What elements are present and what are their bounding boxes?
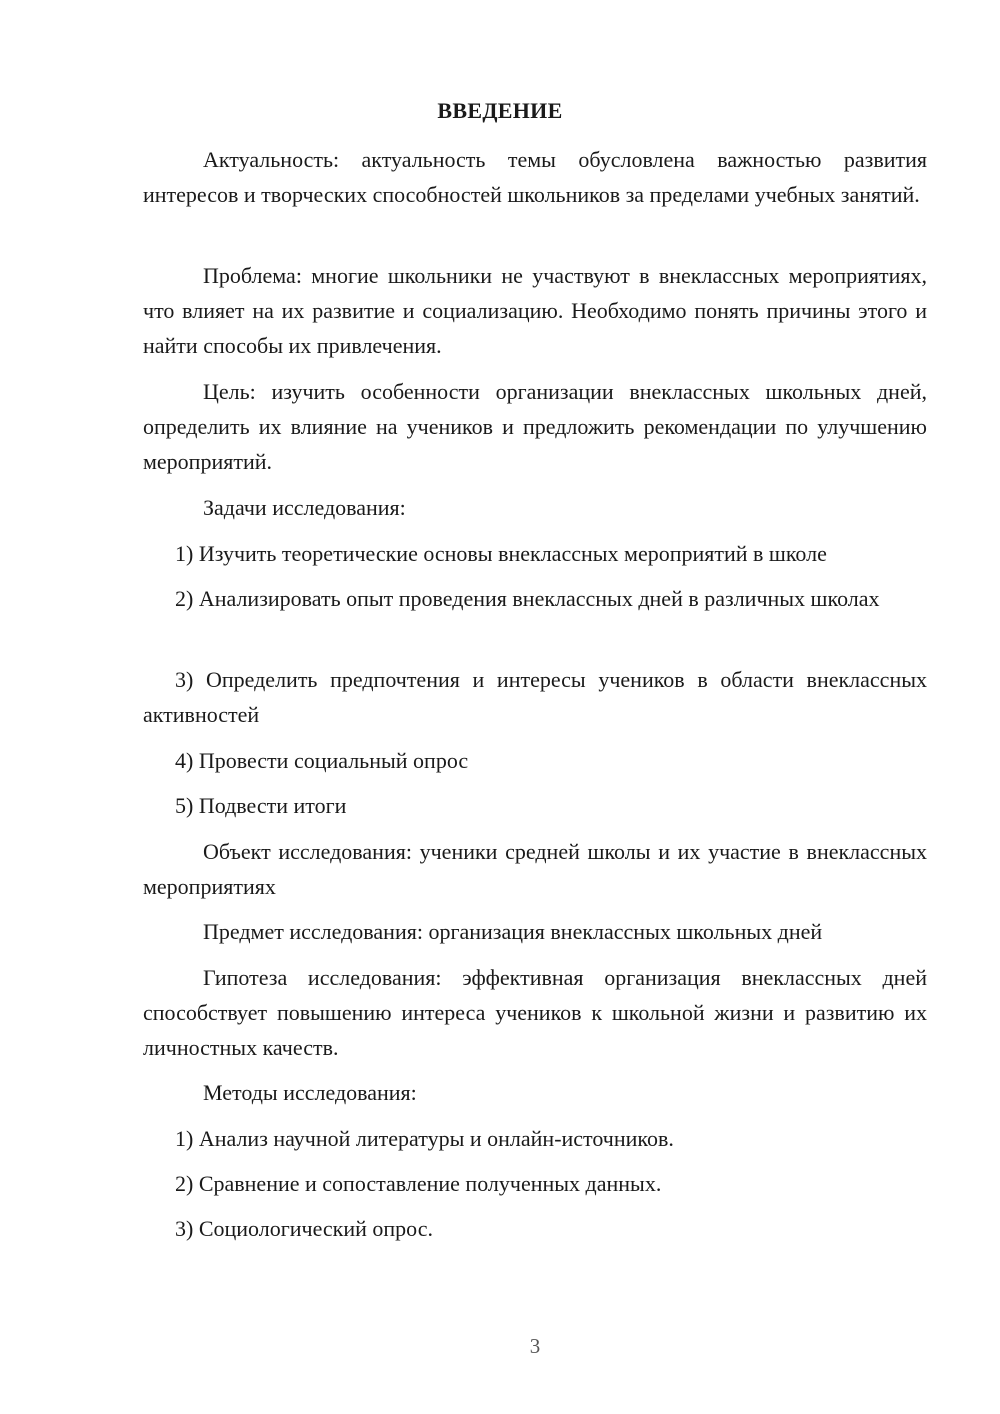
task-item-1: 1) Изучить теоретические основы внеклассных мероприятий в школе — [175, 541, 827, 566]
tasks-label: Задачи исследования: — [203, 495, 406, 520]
object-paragraph: Объект исследования: ученики средней школы и их участие в внеклассных мероприятиях — [143, 839, 927, 899]
hypothesis-paragraph: Гипотеза исследования: эффективная организация внеклассных дней способствует повышению интереса учеников к школьной жизни и развитию их личностных качеств. — [143, 965, 927, 1060]
relevance-paragraph: Актуальность: актуальность темы обусловлена важностью развития интересов и творческих способностей школьников за пределами учебных занятий. — [143, 147, 927, 207]
methods-label: Методы исследования: — [203, 1080, 417, 1105]
task-item-4: 4) Провести социальный опрос — [175, 748, 469, 773]
task-item-3: 3) Определить предпочтения и интересы учеников в области внеклассных активностей — [143, 667, 927, 727]
task-item-2: 2) Анализировать опыт проведения внеклассных дней в различных школах — [175, 586, 880, 611]
page-title: ВВЕДЕНИЕ — [437, 98, 563, 123]
page-number: 3 — [529, 1334, 541, 1358]
subject-paragraph: Предмет исследования: организация внеклассных школьных дней — [203, 919, 823, 944]
goal-paragraph: Цель: изучить особенности организации внеклассных школьных дней, определить их влияние на учеников и предложить рекомендации по улучшению мероприятий. — [143, 379, 927, 474]
method-item-1: 1) Анализ научной литературы и онлайн-источников. — [175, 1126, 674, 1151]
task-item-5: 5) Подвести итоги — [175, 793, 347, 818]
method-item-2: 2) Сравнение и сопоставление полученных данных. — [175, 1171, 662, 1196]
problem-paragraph: Проблема: многие школьники не участвуют в внеклассных мероприятиях, что влияет на их развитие и социализацию. Необходимо понять причины этого и найти способы их привлечения. — [143, 263, 927, 358]
method-item-3: 3) Социологический опрос. — [175, 1216, 433, 1241]
